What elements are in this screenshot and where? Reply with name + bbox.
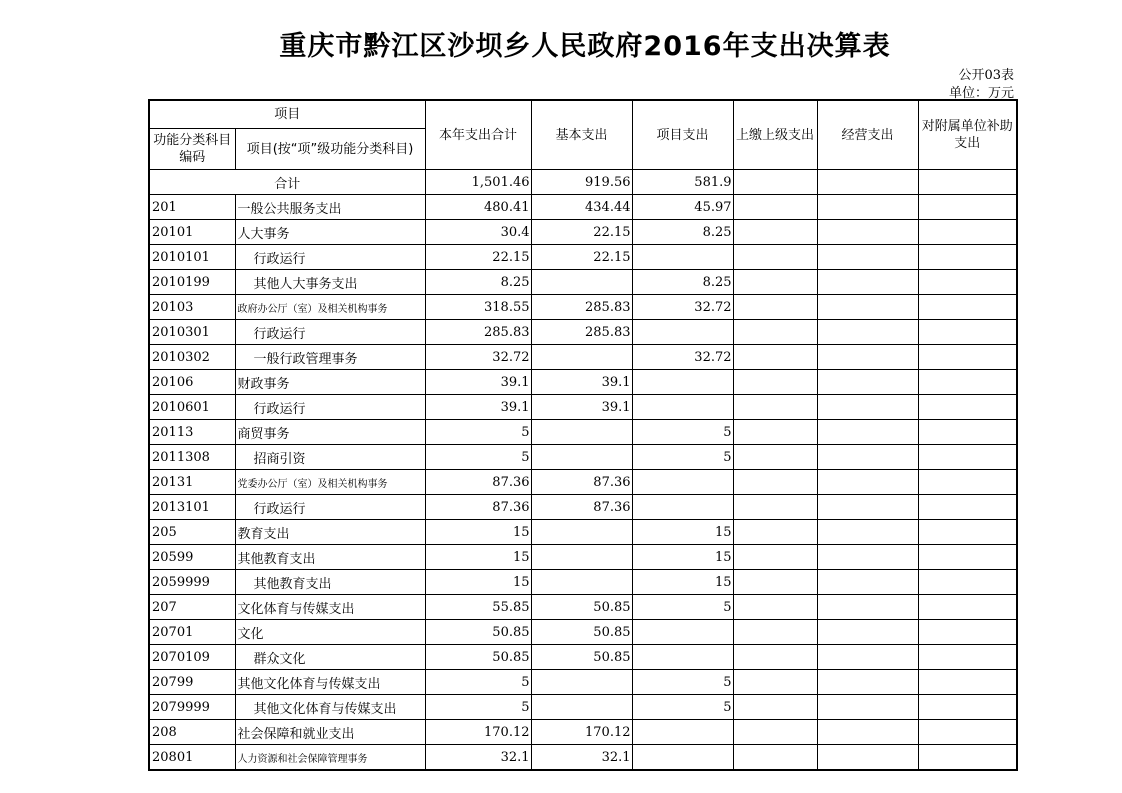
row-code: 2010101 xyxy=(149,245,235,270)
expenditure-table xyxy=(148,99,1018,771)
table-row xyxy=(149,195,1017,220)
row-business xyxy=(817,295,918,320)
row-upper xyxy=(733,570,817,595)
row-name: 群众文化 xyxy=(235,645,425,670)
row-business xyxy=(817,545,918,570)
row-basic: 22.15 xyxy=(531,220,632,245)
table-row xyxy=(149,395,1017,420)
form-code: 公开03表 xyxy=(958,68,1014,83)
row-project xyxy=(632,395,733,420)
row-name: 其他文化体育与传媒支出 xyxy=(235,695,425,720)
table-row xyxy=(149,670,1017,695)
row-business xyxy=(817,345,918,370)
table-row xyxy=(149,545,1017,570)
row-basic: 285.83 xyxy=(531,295,632,320)
total-business xyxy=(817,170,918,195)
total-basic: 919.56 xyxy=(531,170,632,195)
row-name: 商贸事务 xyxy=(235,420,425,445)
row-name: 财政事务 xyxy=(235,370,425,395)
row-basic: 87.36 xyxy=(531,495,632,520)
header-project: 项目支出 xyxy=(632,100,733,170)
row-business xyxy=(817,370,918,395)
row-name: 其他人大事务支出 xyxy=(235,270,425,295)
row-business xyxy=(817,595,918,620)
row-subsidy xyxy=(918,195,1017,220)
row-subsidy xyxy=(918,595,1017,620)
row-code: 20599 xyxy=(149,545,235,570)
row-basic: 39.1 xyxy=(531,395,632,420)
row-upper xyxy=(733,395,817,420)
total-amount: 1,501.46 xyxy=(425,170,531,195)
table-row xyxy=(149,745,1017,771)
row-total: 5 xyxy=(425,695,531,720)
row-basic: 285.83 xyxy=(531,320,632,345)
row-business xyxy=(817,270,918,295)
row-business xyxy=(817,470,918,495)
row-basic xyxy=(531,445,632,470)
row-code: 201 xyxy=(149,195,235,220)
row-project: 45.97 xyxy=(632,195,733,220)
row-business xyxy=(817,320,918,345)
row-name: 其他教育支出 xyxy=(235,570,425,595)
row-subsidy xyxy=(918,420,1017,445)
table-row xyxy=(149,595,1017,620)
row-project xyxy=(632,370,733,395)
header-total: 本年支出合计 xyxy=(425,100,531,170)
row-project xyxy=(632,470,733,495)
table-row xyxy=(149,295,1017,320)
total-subsidy xyxy=(918,170,1017,195)
row-business xyxy=(817,645,918,670)
row-subsidy xyxy=(918,220,1017,245)
row-basic: 170.12 xyxy=(531,720,632,745)
row-name: 政府办公厅（室）及相关机构事务 xyxy=(235,295,425,320)
row-project xyxy=(632,320,733,345)
row-business xyxy=(817,395,918,420)
row-upper xyxy=(733,445,817,470)
row-basic xyxy=(531,570,632,595)
row-upper xyxy=(733,320,817,345)
row-code: 2010301 xyxy=(149,320,235,345)
row-project xyxy=(632,745,733,771)
row-basic xyxy=(531,695,632,720)
row-subsidy xyxy=(918,470,1017,495)
row-basic xyxy=(531,545,632,570)
table-row xyxy=(149,520,1017,545)
row-basic: 50.85 xyxy=(531,620,632,645)
row-code: 2059999 xyxy=(149,570,235,595)
row-name: 一般行政管理事务 xyxy=(235,345,425,370)
row-basic xyxy=(531,670,632,695)
header-subsidy: 对附属单位补助支出 xyxy=(918,100,1017,170)
row-basic: 32.1 xyxy=(531,745,632,771)
row-subsidy xyxy=(918,295,1017,320)
row-project: 5 xyxy=(632,445,733,470)
row-business xyxy=(817,220,918,245)
row-basic: 22.15 xyxy=(531,245,632,270)
row-project xyxy=(632,645,733,670)
table-row xyxy=(149,645,1017,670)
row-subsidy xyxy=(918,345,1017,370)
row-business xyxy=(817,495,918,520)
row-subsidy xyxy=(918,720,1017,745)
table-row xyxy=(149,470,1017,495)
table-row xyxy=(149,220,1017,245)
row-total: 15 xyxy=(425,570,531,595)
row-total: 55.85 xyxy=(425,595,531,620)
row-business xyxy=(817,195,918,220)
table-row xyxy=(149,620,1017,645)
row-name: 一般公共服务支出 xyxy=(235,195,425,220)
row-name: 人力资源和社会保障管理事务 xyxy=(235,745,425,771)
row-code: 20103 xyxy=(149,295,235,320)
row-basic: 434.44 xyxy=(531,195,632,220)
row-name: 人大事务 xyxy=(235,220,425,245)
row-total: 5 xyxy=(425,420,531,445)
row-total: 8.25 xyxy=(425,270,531,295)
row-project: 5 xyxy=(632,695,733,720)
row-name: 招商引资 xyxy=(235,445,425,470)
table-row xyxy=(149,370,1017,395)
row-business xyxy=(817,745,918,771)
row-name: 行政运行 xyxy=(235,245,425,270)
row-subsidy xyxy=(918,695,1017,720)
row-business xyxy=(817,245,918,270)
row-upper xyxy=(733,620,817,645)
row-total: 318.55 xyxy=(425,295,531,320)
row-business xyxy=(817,420,918,445)
row-name: 其他教育支出 xyxy=(235,545,425,570)
row-upper xyxy=(733,595,817,620)
row-business xyxy=(817,720,918,745)
row-basic: 87.36 xyxy=(531,470,632,495)
row-name: 文化 xyxy=(235,620,425,645)
row-code: 20101 xyxy=(149,220,235,245)
row-code: 20801 xyxy=(149,745,235,771)
row-total: 15 xyxy=(425,545,531,570)
row-code: 208 xyxy=(149,720,235,745)
header-code: 功能分类科目编码 xyxy=(149,129,235,170)
row-subsidy xyxy=(918,495,1017,520)
table-row xyxy=(149,270,1017,295)
row-total: 87.36 xyxy=(425,470,531,495)
row-name: 其他文化体育与传媒支出 xyxy=(235,670,425,695)
row-basic xyxy=(531,520,632,545)
row-upper xyxy=(733,370,817,395)
total-project: 581.9 xyxy=(632,170,733,195)
row-upper xyxy=(733,545,817,570)
row-project: 5 xyxy=(632,420,733,445)
row-upper xyxy=(733,745,817,771)
row-total: 30.4 xyxy=(425,220,531,245)
row-subsidy xyxy=(918,645,1017,670)
row-project: 5 xyxy=(632,595,733,620)
row-business xyxy=(817,445,918,470)
header-name: 项目(按“项”级功能分类科目) xyxy=(235,129,425,170)
row-code: 20799 xyxy=(149,670,235,695)
row-upper xyxy=(733,720,817,745)
row-business xyxy=(817,695,918,720)
row-business xyxy=(817,620,918,645)
row-upper xyxy=(733,670,817,695)
table-row xyxy=(149,445,1017,470)
row-total: 22.15 xyxy=(425,245,531,270)
row-upper xyxy=(733,220,817,245)
header-item-group: 项目 xyxy=(149,100,425,129)
row-name: 行政运行 xyxy=(235,320,425,345)
table-row xyxy=(149,245,1017,270)
row-code: 2070109 xyxy=(149,645,235,670)
row-project xyxy=(632,720,733,745)
row-total: 15 xyxy=(425,520,531,545)
row-upper xyxy=(733,295,817,320)
row-project: 5 xyxy=(632,670,733,695)
table-row xyxy=(149,695,1017,720)
row-upper xyxy=(733,695,817,720)
row-upper xyxy=(733,420,817,445)
table-row xyxy=(149,345,1017,370)
table-body xyxy=(149,170,1017,771)
header-upper: 上缴上级支出 xyxy=(733,100,817,170)
row-project: 8.25 xyxy=(632,270,733,295)
header-basic: 基本支出 xyxy=(531,100,632,170)
row-subsidy xyxy=(918,445,1017,470)
row-name: 社会保障和就业支出 xyxy=(235,720,425,745)
row-total: 39.1 xyxy=(425,370,531,395)
row-total: 170.12 xyxy=(425,720,531,745)
row-code: 20106 xyxy=(149,370,235,395)
row-business xyxy=(817,570,918,595)
row-basic: 39.1 xyxy=(531,370,632,395)
row-name: 行政运行 xyxy=(235,495,425,520)
row-subsidy xyxy=(918,745,1017,771)
row-basic: 50.85 xyxy=(531,595,632,620)
row-total: 32.1 xyxy=(425,745,531,771)
header-business: 经营支出 xyxy=(817,100,918,170)
row-code: 2010601 xyxy=(149,395,235,420)
row-total: 5 xyxy=(425,670,531,695)
row-total: 5 xyxy=(425,445,531,470)
row-project: 32.72 xyxy=(632,295,733,320)
row-project xyxy=(632,620,733,645)
row-subsidy xyxy=(918,570,1017,595)
row-upper xyxy=(733,270,817,295)
total-label: 合计 xyxy=(149,170,425,195)
row-subsidy xyxy=(918,670,1017,695)
row-code: 207 xyxy=(149,595,235,620)
row-code: 2010302 xyxy=(149,345,235,370)
row-code: 205 xyxy=(149,520,235,545)
page-title: 重庆市黔江区沙坝乡人民政府2016年支出决算表 xyxy=(279,31,891,62)
row-total: 480.41 xyxy=(425,195,531,220)
row-subsidy xyxy=(918,620,1017,645)
table-row xyxy=(149,570,1017,595)
row-total: 50.85 xyxy=(425,645,531,670)
row-subsidy xyxy=(918,370,1017,395)
row-name: 党委办公厅（室）及相关机构事务 xyxy=(235,470,425,495)
row-upper xyxy=(733,245,817,270)
row-upper xyxy=(733,345,817,370)
row-subsidy xyxy=(918,270,1017,295)
row-name: 教育支出 xyxy=(235,520,425,545)
row-basic xyxy=(531,420,632,445)
row-subsidy xyxy=(918,245,1017,270)
row-basic: 50.85 xyxy=(531,645,632,670)
row-name: 行政运行 xyxy=(235,395,425,420)
row-upper xyxy=(733,645,817,670)
row-code: 2013101 xyxy=(149,495,235,520)
row-code: 2010199 xyxy=(149,270,235,295)
table-row xyxy=(149,420,1017,445)
row-code: 20701 xyxy=(149,620,235,645)
table-row xyxy=(149,320,1017,345)
row-total: 50.85 xyxy=(425,620,531,645)
row-subsidy xyxy=(918,520,1017,545)
row-name: 文化体育与传媒支出 xyxy=(235,595,425,620)
total-row xyxy=(149,170,1017,195)
row-total: 285.83 xyxy=(425,320,531,345)
row-project: 15 xyxy=(632,545,733,570)
row-subsidy xyxy=(918,395,1017,420)
row-subsidy xyxy=(918,545,1017,570)
row-project: 15 xyxy=(632,520,733,545)
row-project: 8.25 xyxy=(632,220,733,245)
row-code: 2011308 xyxy=(149,445,235,470)
table-row xyxy=(149,495,1017,520)
row-project xyxy=(632,495,733,520)
unit-label: 单位：万元 xyxy=(948,86,1014,101)
row-upper xyxy=(733,520,817,545)
row-project: 15 xyxy=(632,570,733,595)
row-project xyxy=(632,245,733,270)
row-total: 87.36 xyxy=(425,495,531,520)
row-code: 20113 xyxy=(149,420,235,445)
row-project: 32.72 xyxy=(632,345,733,370)
row-basic xyxy=(531,345,632,370)
row-subsidy xyxy=(918,320,1017,345)
row-business xyxy=(817,520,918,545)
table-row xyxy=(149,720,1017,745)
row-business xyxy=(817,670,918,695)
total-upper xyxy=(733,170,817,195)
row-upper xyxy=(733,195,817,220)
row-code: 2079999 xyxy=(149,695,235,720)
row-upper xyxy=(733,470,817,495)
row-upper xyxy=(733,495,817,520)
row-code: 20131 xyxy=(149,470,235,495)
row-total: 39.1 xyxy=(425,395,531,420)
row-basic xyxy=(531,270,632,295)
row-total: 32.72 xyxy=(425,345,531,370)
